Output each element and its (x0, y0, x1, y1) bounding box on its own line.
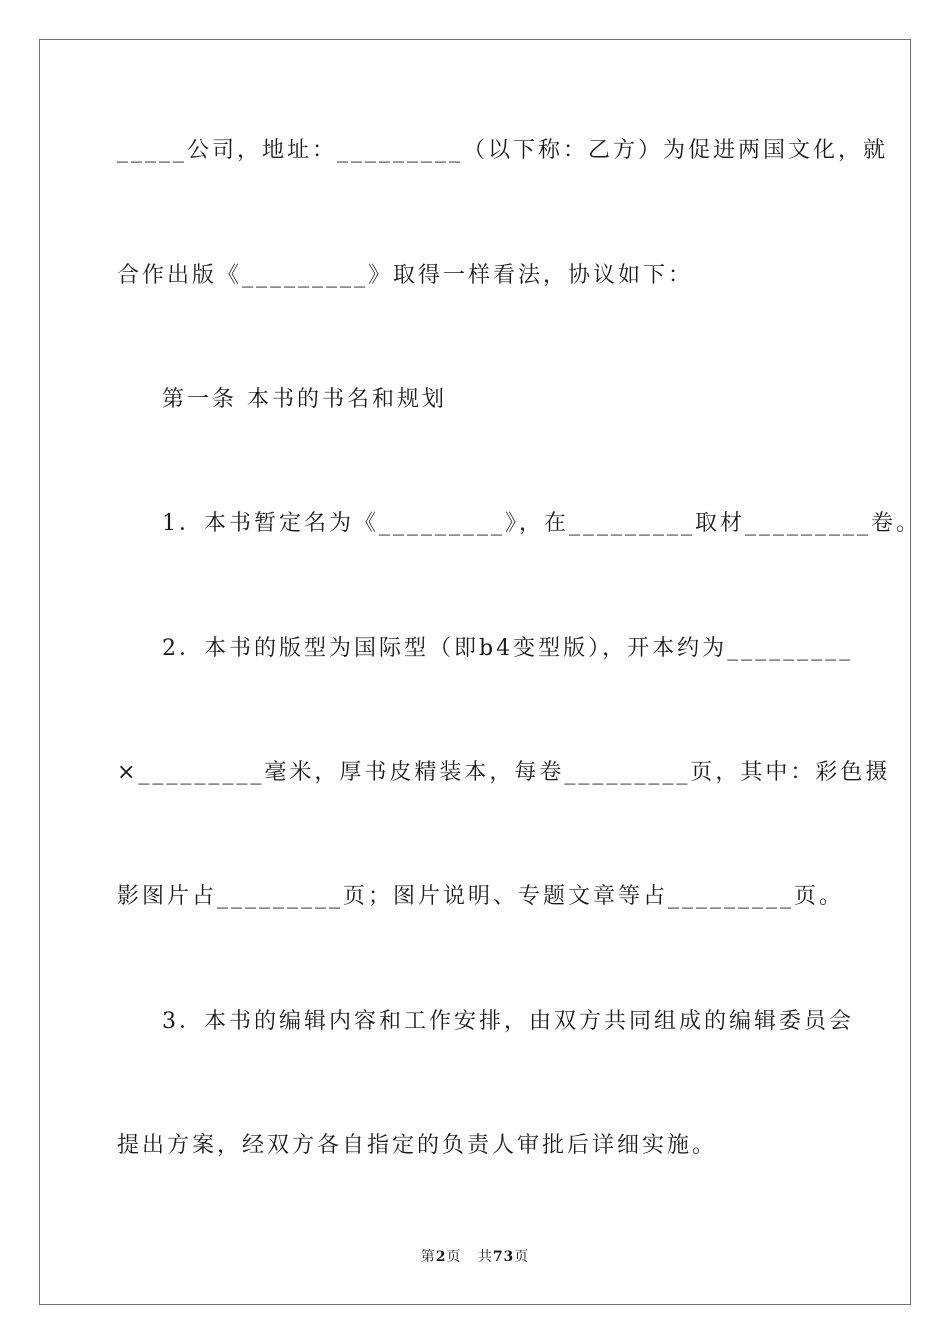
clause-1-line: 1．本书暂定名为《_________》，在_________取材_________卷。 (162, 511, 921, 536)
total-pages-number: 73 (492, 1249, 515, 1265)
page-label: 页 (446, 1249, 462, 1265)
clause-2-line-2: ×_________毫米，厚书皮精装本，每卷_________页，其中：彩色摄 (117, 760, 891, 785)
clause-2-line-3: 影图片占_________页；图片说明、专题文章等占_________页。 (117, 884, 845, 909)
paragraph-line-2: 合作出版《_________》取得一样看法，协议如下： (117, 263, 694, 288)
current-page-number: 2 (435, 1249, 447, 1265)
article-heading: 第一条 本书的书名和规划 (162, 387, 447, 412)
clause-3-line-1: 3．本书的编辑内容和工作安排，由双方共同组成的编辑委员会 (162, 1009, 854, 1034)
page-border (39, 39, 911, 1305)
total-label: 页 (514, 1249, 530, 1265)
total-prefix: 共 (477, 1249, 493, 1265)
page-prefix: 第 (420, 1249, 436, 1265)
clause-3-line-2: 提出方案，经双方各自指定的负责人审批后详细实施。 (117, 1133, 718, 1158)
clause-2-line-1: 2．本书的版型为国际型（即b4变型版），开本约为_________ (162, 636, 854, 661)
paragraph-line-1: _____公司，地址：_________（以下称：乙方）为促进两国文化，就 (117, 138, 889, 163)
page-footer (0, 1246, 950, 1266)
